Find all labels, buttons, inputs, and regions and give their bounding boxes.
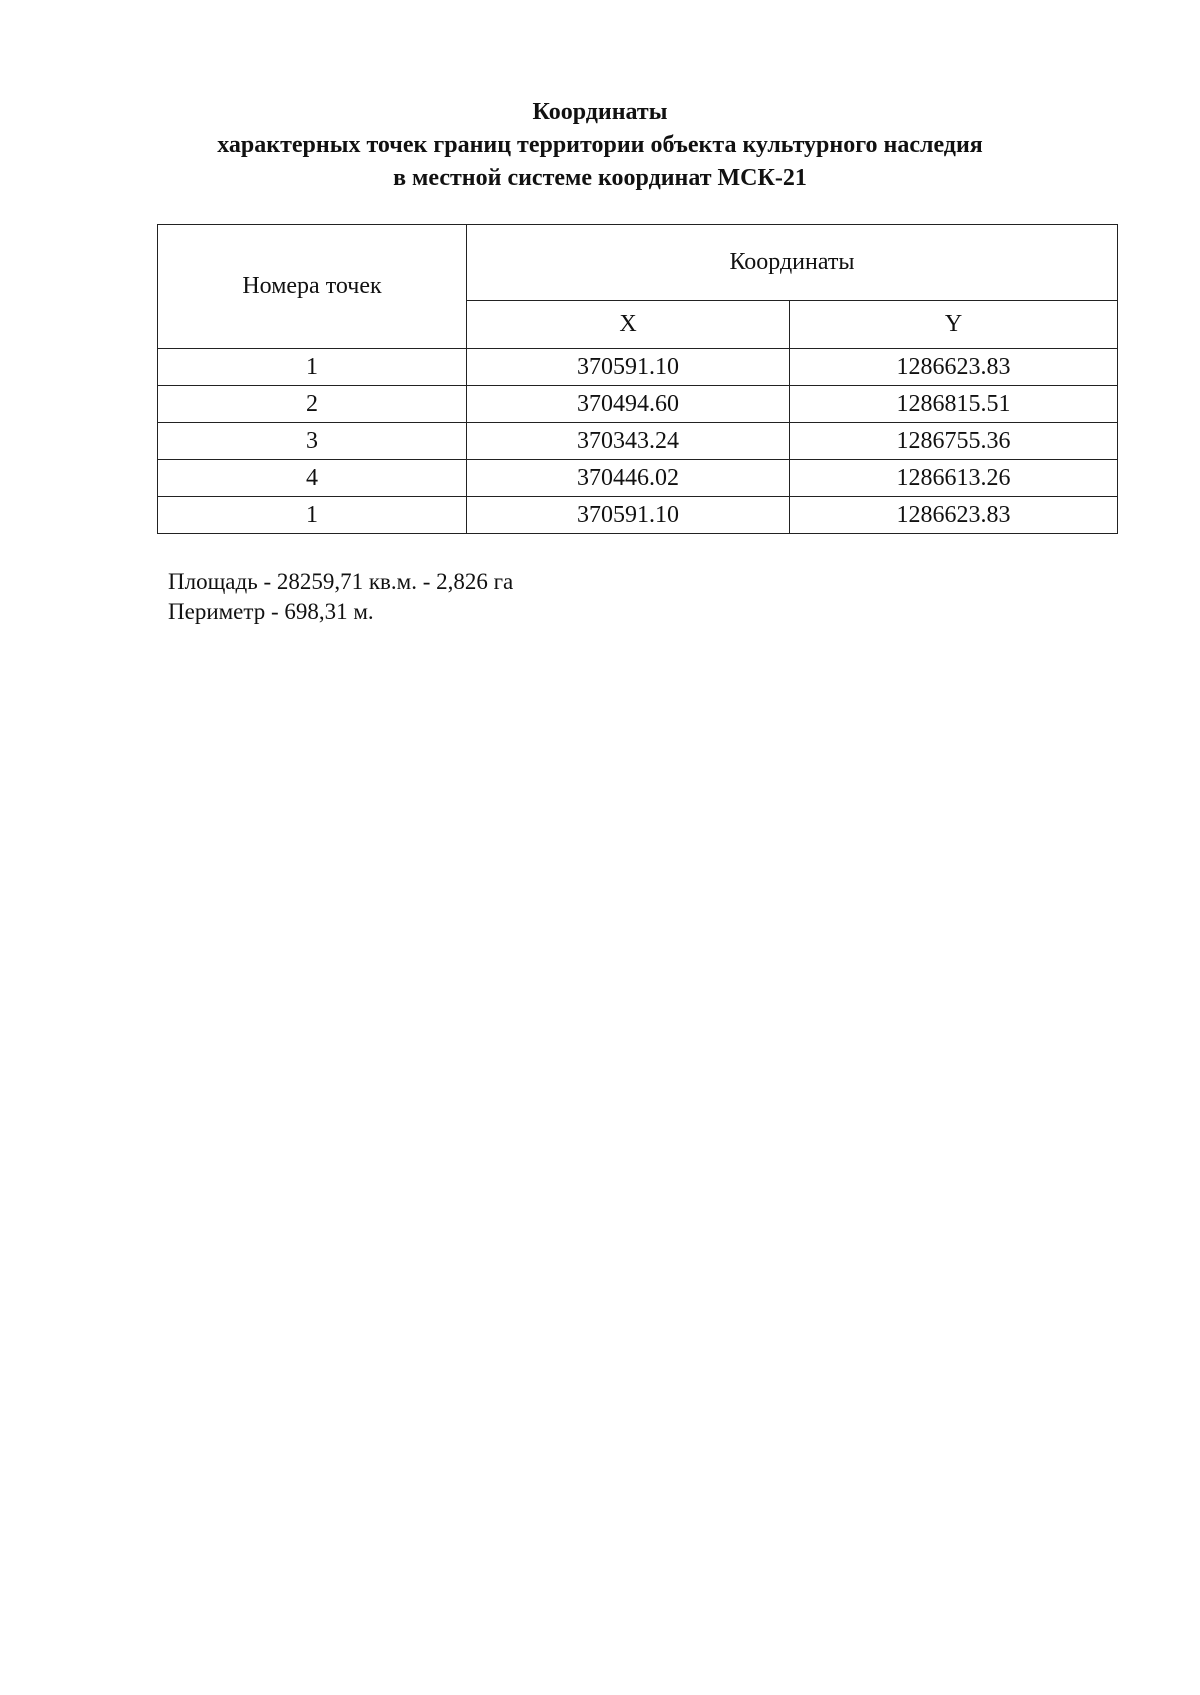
header-x: X — [467, 301, 790, 349]
cell-y: 1286815.51 — [790, 386, 1118, 423]
table-header-row — [158, 225, 1118, 301]
cell-point: 3 — [158, 423, 467, 460]
cell-y: 1286623.83 — [790, 497, 1118, 534]
cell-x: 370591.10 — [467, 349, 790, 386]
cell-x: 370343.24 — [467, 423, 790, 460]
cell-y: 1286623.83 — [790, 349, 1118, 386]
header-coordinates: Координаты — [467, 225, 1118, 301]
coordinates-table — [157, 224, 1118, 534]
table-row — [158, 423, 1118, 460]
cell-x: 370591.10 — [467, 497, 790, 534]
cell-x: 370494.60 — [467, 386, 790, 423]
table-row — [158, 460, 1118, 497]
area-perimeter-notes — [168, 567, 513, 627]
title-line-2: характерных точек границ территории объекта культурного наследия — [217, 132, 983, 158]
cell-y: 1286613.26 — [790, 460, 1118, 497]
table-row — [158, 349, 1118, 386]
title-line-3: в местной системе координат МСК-21 — [393, 165, 807, 191]
table-row — [158, 386, 1118, 423]
cell-x: 370446.02 — [467, 460, 790, 497]
cell-point: 4 — [158, 460, 467, 497]
document-title — [0, 96, 1200, 195]
area-text: Площадь - 28259,71 кв.м. - 2,826 га — [168, 569, 514, 594]
perimeter-text: Периметр - 698,31 м. — [168, 599, 374, 624]
header-y: Y — [790, 301, 1118, 349]
cell-point: 1 — [158, 497, 467, 534]
table-row — [158, 497, 1118, 534]
cell-point: 1 — [158, 349, 467, 386]
cell-point: 2 — [158, 386, 467, 423]
title-line-1: Координаты — [532, 99, 668, 125]
cell-y: 1286755.36 — [790, 423, 1118, 460]
header-point-numbers: Номера точек — [158, 225, 467, 349]
